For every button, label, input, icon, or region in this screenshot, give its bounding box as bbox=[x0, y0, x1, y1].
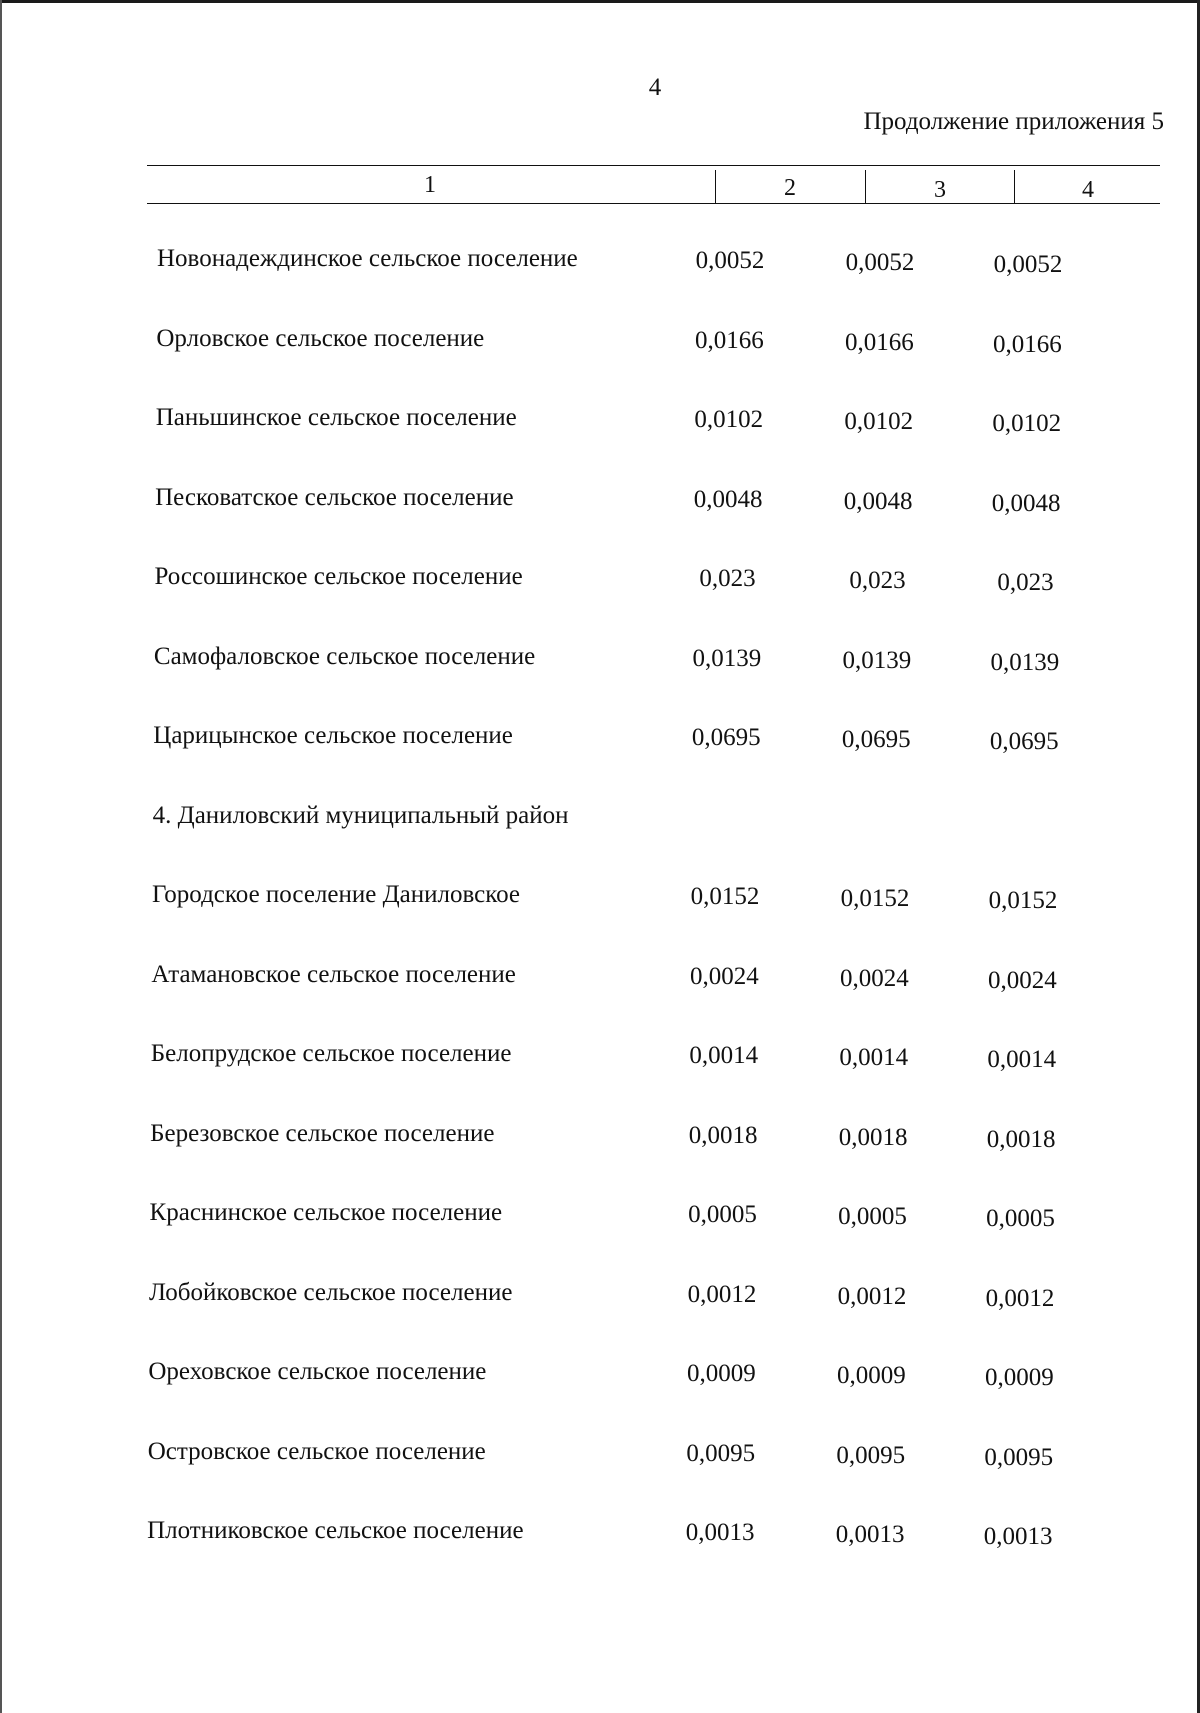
row-value-col-2: 0,0695 bbox=[691, 724, 761, 751]
row-value-col-2: 0,0052 bbox=[695, 247, 765, 274]
row-value-col-2: 0,0152 bbox=[690, 883, 760, 910]
row-name: Песковатское сельское поселение bbox=[155, 483, 514, 511]
row-name: Орловское сельское поселение bbox=[156, 324, 485, 352]
row-name: Плотниковское сельское поселение bbox=[147, 1517, 524, 1544]
row-value-col-3: 0,0018 bbox=[838, 1123, 908, 1151]
header-divider-1 bbox=[715, 170, 716, 204]
row-value-col-4: 0,0139 bbox=[990, 648, 1060, 676]
row-name: Паньшинское сельское поселение bbox=[155, 404, 517, 431]
row-value-col-4: 0,0048 bbox=[991, 489, 1061, 517]
row-value-col-3: 0,023 bbox=[849, 567, 906, 594]
section-title: 4. Даниловский муниципальный район bbox=[152, 801, 569, 829]
row-value-col-2: 0,0102 bbox=[694, 406, 764, 433]
row-value-col-4: 0,0014 bbox=[987, 1046, 1057, 1073]
row-value-col-3: 0,0005 bbox=[838, 1203, 907, 1230]
row-value-col-3: 0,0095 bbox=[836, 1441, 906, 1469]
header-bottom-rule bbox=[147, 203, 1160, 204]
row-value-col-4: 0,0009 bbox=[984, 1364, 1054, 1391]
row-value-col-4: 0,0695 bbox=[989, 728, 1059, 755]
scan-edge-top bbox=[0, 0, 1200, 3]
row-value-col-2: 0,0166 bbox=[695, 326, 764, 354]
row-value-col-3: 0,0048 bbox=[843, 487, 913, 515]
row-value-col-3: 0,0152 bbox=[840, 885, 910, 912]
header-divider-3 bbox=[1014, 170, 1015, 204]
row-value-col-4: 0,0012 bbox=[985, 1284, 1055, 1312]
row-value-col-3: 0,0695 bbox=[841, 726, 911, 753]
row-value-col-3: 0,0009 bbox=[836, 1362, 906, 1389]
row-value-col-4: 0,023 bbox=[997, 569, 1054, 596]
row-value-col-3: 0,0013 bbox=[835, 1521, 905, 1548]
row-value-col-4: 0,0102 bbox=[992, 410, 1062, 437]
row-value-col-2: 0,0014 bbox=[689, 1042, 759, 1069]
row-name: Лобойковское сельское поселение bbox=[148, 1278, 513, 1306]
page-number: 4 bbox=[648, 74, 662, 101]
row-value-col-2: 0,023 bbox=[699, 565, 756, 592]
row-name: Атамановское сельское поселение bbox=[151, 960, 516, 988]
row-name: Островское сельское поселение bbox=[147, 1437, 486, 1465]
row-value-col-2: 0,0013 bbox=[685, 1519, 755, 1546]
header-divider-2 bbox=[865, 170, 866, 204]
row-value-col-3: 0,0052 bbox=[845, 249, 915, 276]
row-value-col-3: 0,0014 bbox=[839, 1044, 909, 1071]
row-name: Городское поселение Даниловское bbox=[152, 881, 520, 908]
row-name: Самофаловское сельское поселение bbox=[153, 642, 536, 670]
row-value-col-4: 0,0052 bbox=[993, 251, 1063, 278]
row-value-col-2: 0,0018 bbox=[688, 1121, 758, 1149]
row-value-col-3: 0,0166 bbox=[845, 328, 914, 356]
row-value-col-2: 0,0048 bbox=[693, 485, 763, 513]
row-value-col-2: 0,0024 bbox=[690, 962, 759, 990]
column-header-3: 3 bbox=[934, 177, 946, 203]
row-name: Белопрудское сельское поселение bbox=[150, 1040, 512, 1067]
row-name: Россошинское сельское поселение bbox=[154, 563, 523, 590]
row-value-col-2: 0,0005 bbox=[688, 1201, 757, 1228]
row-value-col-2: 0,0095 bbox=[686, 1439, 756, 1467]
row-value-col-4: 0,0166 bbox=[993, 330, 1062, 358]
row-name: Ореховское сельское поселение bbox=[148, 1358, 487, 1385]
column-header-2: 2 bbox=[784, 175, 796, 201]
row-value-col-4: 0,0018 bbox=[986, 1125, 1056, 1153]
row-name: Царицынское сельское поселение bbox=[153, 722, 513, 749]
row-value-col-2: 0,0012 bbox=[687, 1280, 757, 1308]
column-header-1: 1 bbox=[424, 172, 436, 198]
header-top-rule bbox=[147, 165, 1160, 166]
column-header-4: 4 bbox=[1082, 177, 1094, 203]
scan-edge-left bbox=[0, 0, 2, 1713]
row-value-col-4: 0,0005 bbox=[986, 1205, 1055, 1232]
row-value-col-4: 0,0013 bbox=[983, 1523, 1053, 1550]
row-value-col-2: 0,0009 bbox=[686, 1360, 756, 1387]
row-value-col-3: 0,0012 bbox=[837, 1282, 907, 1310]
row-value-col-3: 0,0024 bbox=[840, 964, 909, 992]
row-value-col-4: 0,0152 bbox=[988, 887, 1058, 914]
row-value-col-4: 0,0095 bbox=[984, 1443, 1054, 1471]
continuation-label: Продолжение приложения 5 bbox=[863, 108, 1164, 135]
row-value-col-2: 0,0139 bbox=[692, 644, 762, 672]
row-value-col-3: 0,0102 bbox=[844, 408, 914, 435]
row-value-col-4: 0,0024 bbox=[988, 966, 1057, 994]
row-name: Новонадеждинское сельское поселение bbox=[157, 245, 578, 272]
row-name: Березовское сельское поселение bbox=[150, 1119, 495, 1147]
row-value-col-3: 0,0139 bbox=[842, 646, 912, 674]
row-name: Краснинское сельское поселение bbox=[149, 1199, 503, 1226]
